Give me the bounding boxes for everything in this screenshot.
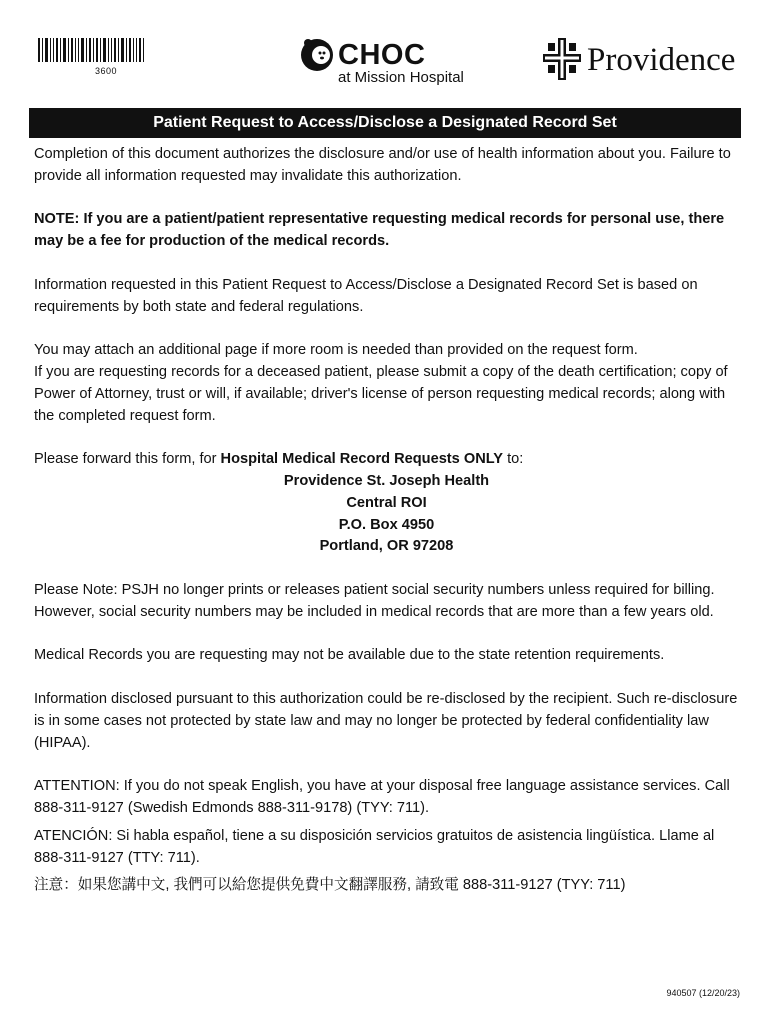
mailing-address xyxy=(34,471,739,558)
ssn-note: Please Note: PSJH no longer prints or releases patient social security numbers unless required for billing. However, social security numbers may be included in medical records that are more than a few years old. xyxy=(34,581,715,620)
barcode-number: 3600 xyxy=(95,66,118,76)
document-header xyxy=(0,0,770,100)
address-line-1: Providence St. Joseph Health xyxy=(283,472,490,489)
forward-instructions xyxy=(34,449,739,471)
address-line-4: Portland, OR 97208 xyxy=(319,538,454,555)
form-body xyxy=(34,144,739,897)
providence-name: Providence xyxy=(587,42,736,78)
fee-note: NOTE: If you are a patient/patient representative requesting medical records for personal use, there may be a fee for production of the medical records. xyxy=(34,211,725,250)
choc-name: CHOC xyxy=(338,39,426,71)
attention-spanish: ATENCIÓN: Si habla español, tiene a su disposición servicios gratuitos de asistencia lingüística. Llame al 888-311-9127 (TTY: 711). xyxy=(34,827,715,866)
barcode xyxy=(38,38,178,62)
forward-suffix: to: xyxy=(503,451,524,468)
regulations-paragraph: Information requested in this Patient Request to Access/Disclose a Designated Record Set is based on requirements by both state and federal regulations. xyxy=(34,276,698,315)
providence-cross-icon xyxy=(543,38,581,80)
attention-chinese: 注意：如果您講中文, 我們可以給您提供免費中文翻譯服務, 請致電 888-311-9127 (TYY: 711) xyxy=(34,877,626,894)
forward-prefix: Please forward this form, for xyxy=(34,451,221,468)
retention-paragraph: Medical Records you are requesting may not be available due to the state retention requirements. xyxy=(34,647,665,664)
choc-bear-icon xyxy=(300,38,334,72)
form-title: Patient Request to Access/Disclose a Designated Record Set xyxy=(29,108,741,138)
forward-bold: Hospital Medical Record Requests ONLY xyxy=(220,451,504,468)
choc-subtitle: at Mission Hospital xyxy=(338,69,464,86)
deceased-patient-paragraph: If you are requesting records for a deceased patient, please submit a copy of the death certification; copy of Power of Attorney, trust or will, if available; driver's license of person requesting medical records; along with the completed request form. xyxy=(34,363,728,424)
address-line-3: P.O. Box 4950 xyxy=(338,516,435,533)
address-line-2: Central ROI xyxy=(346,494,427,511)
attention-english: ATTENTION: If you do not speak English, you have at your disposal free language assistance services. Call 888-311-9127 (Swedish Edmonds 888-311-9178) (TYY: 711). xyxy=(34,778,730,816)
attach-page-paragraph: You may attach an additional page if more room is needed than provided on the request form. xyxy=(34,342,638,359)
choc-logo xyxy=(300,38,490,88)
authorization-paragraph: Completion of this document authorizes the disclosure and/or use of health information about you. Failure to provide all information requested may invalidate this authorization. xyxy=(34,146,731,184)
form-code: 940507 (12/20/23) xyxy=(666,988,740,998)
redisclosure-paragraph: Information disclosed pursuant to this authorization could be re-disclosed by the recipient. Such re-disclosure is in some cases not protected by state law and may no longer be protected by federal confidentiality law (HIPAA). xyxy=(34,690,738,751)
providence-logo xyxy=(543,38,743,82)
